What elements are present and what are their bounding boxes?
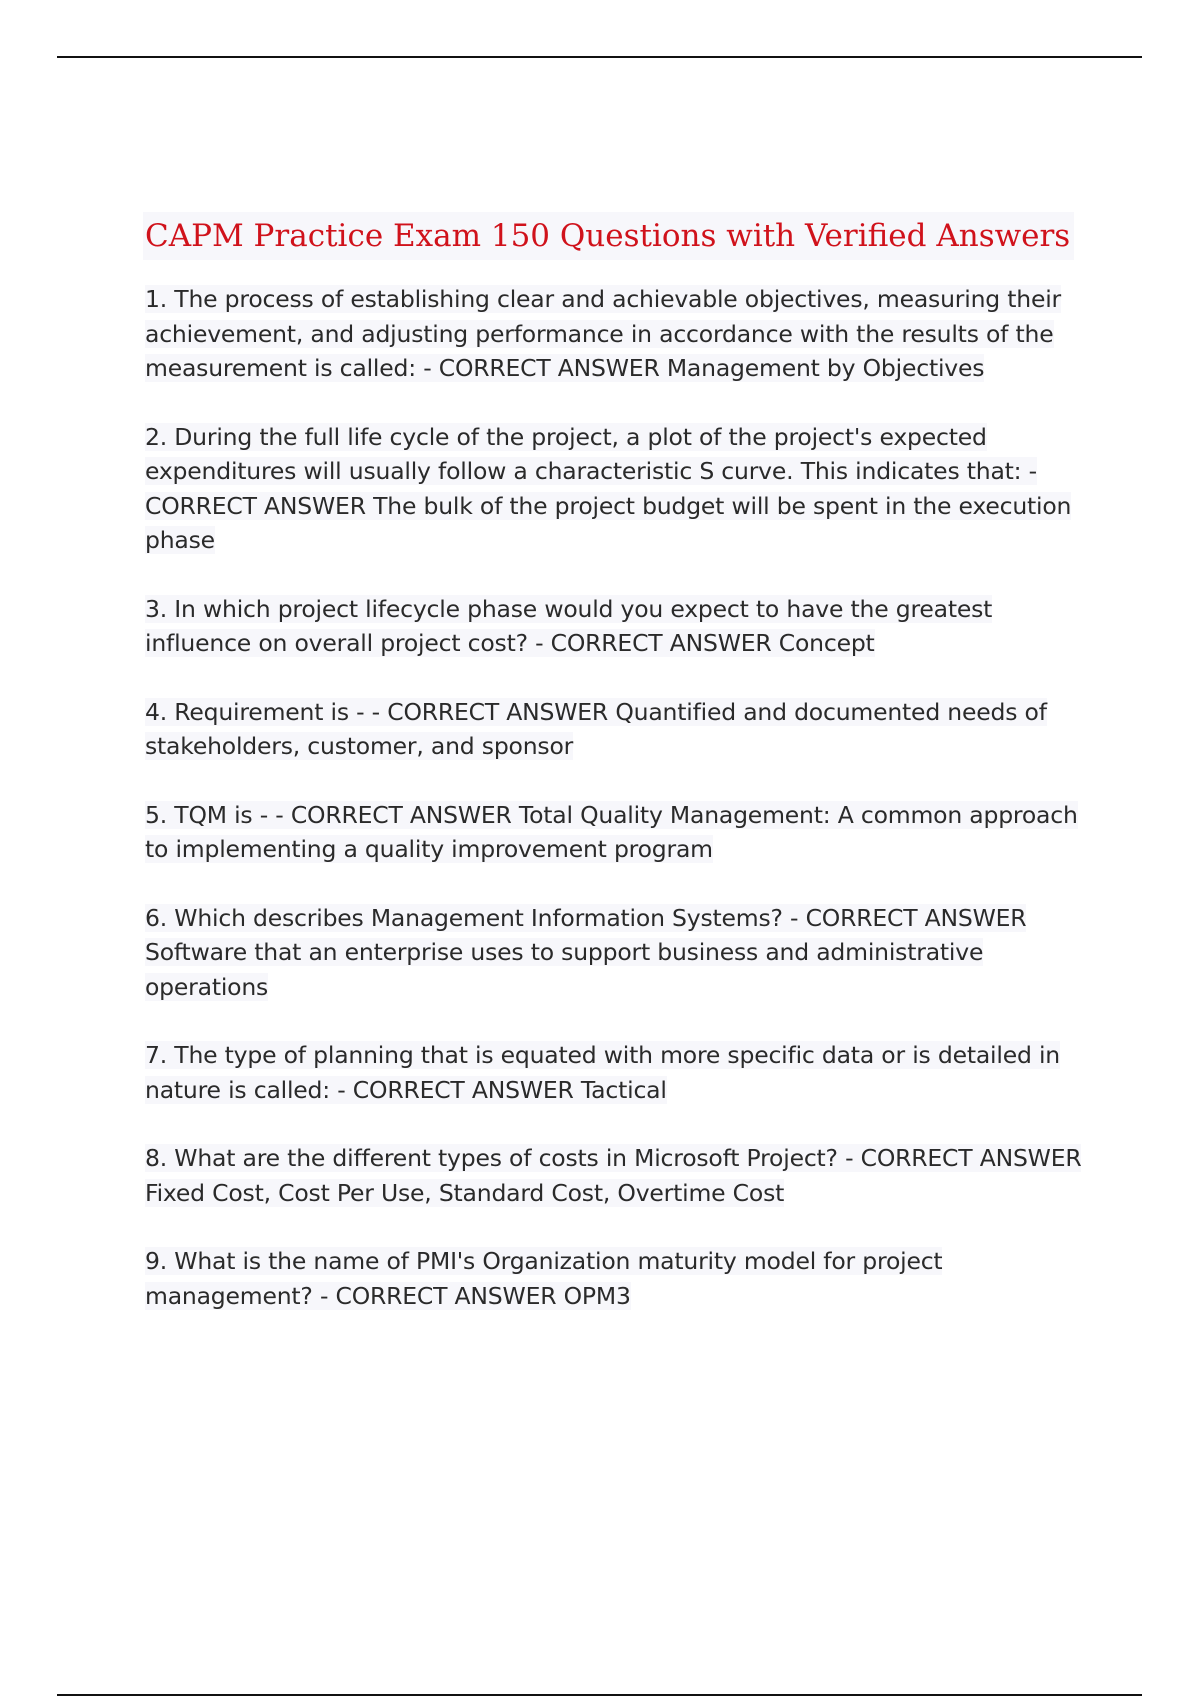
question-6 xyxy=(145,901,1085,1005)
question-9 xyxy=(145,1244,1085,1313)
question-text: 8. What are the different types of costs in Microsoft Project? - CORRECT ANSWER Fixed Cost, Cost Per Use, Standard Cost, Overtime Cost xyxy=(145,1144,1082,1207)
top-rule xyxy=(57,56,1142,58)
question-3 xyxy=(145,592,1085,661)
question-text: 3. In which project lifecycle phase would you expect to have the greatest influence on overall project cost? - CORRECT ANSWER Concept xyxy=(145,594,993,657)
question-4 xyxy=(145,695,1085,764)
question-2 xyxy=(145,420,1085,558)
document-body xyxy=(145,212,1085,1347)
question-text: 4. Requirement is - - CORRECT ANSWER Quantified and documented needs of stakeholders, customer, and sponsor xyxy=(145,697,1047,760)
question-7 xyxy=(145,1038,1085,1107)
question-text: 2. During the full life cycle of the project, a plot of the project's expected expenditures will usually follow a characteristic S curve. This indicates that: - CORRECT ANSWER The bulk of the project budget will be spent in the execution phase xyxy=(145,422,1072,554)
bottom-rule xyxy=(57,1694,1142,1696)
question-text: 6. Which describes Management Information Systems? - CORRECT ANSWER Software that an enterprise uses to support business and administrative operations xyxy=(145,903,1027,1001)
question-text: 9. What is the name of PMI's Organization maturity model for project management? - CORRECT ANSWER OPM3 xyxy=(145,1247,943,1310)
question-1 xyxy=(145,282,1085,386)
question-text: 1. The process of establishing clear and achievable objectives, measuring their achievement, and adjusting performance in accordance with the results of the measurement is called: - CORRECT ANSWER Management by Objectives xyxy=(145,285,1062,382)
document-title: CAPM Practice Exam 150 Questions with Verified Answers xyxy=(143,212,1074,260)
question-text: 7. The type of planning that is equated with more specific data or is detailed in nature is called: - CORRECT ANSWER Tactical xyxy=(145,1041,1060,1104)
question-text: 5. TQM is - - CORRECT ANSWER Total Quality Management: A common approach to implementing a quality improvement program xyxy=(145,800,1078,863)
question-5 xyxy=(145,798,1085,867)
question-8 xyxy=(145,1141,1085,1210)
